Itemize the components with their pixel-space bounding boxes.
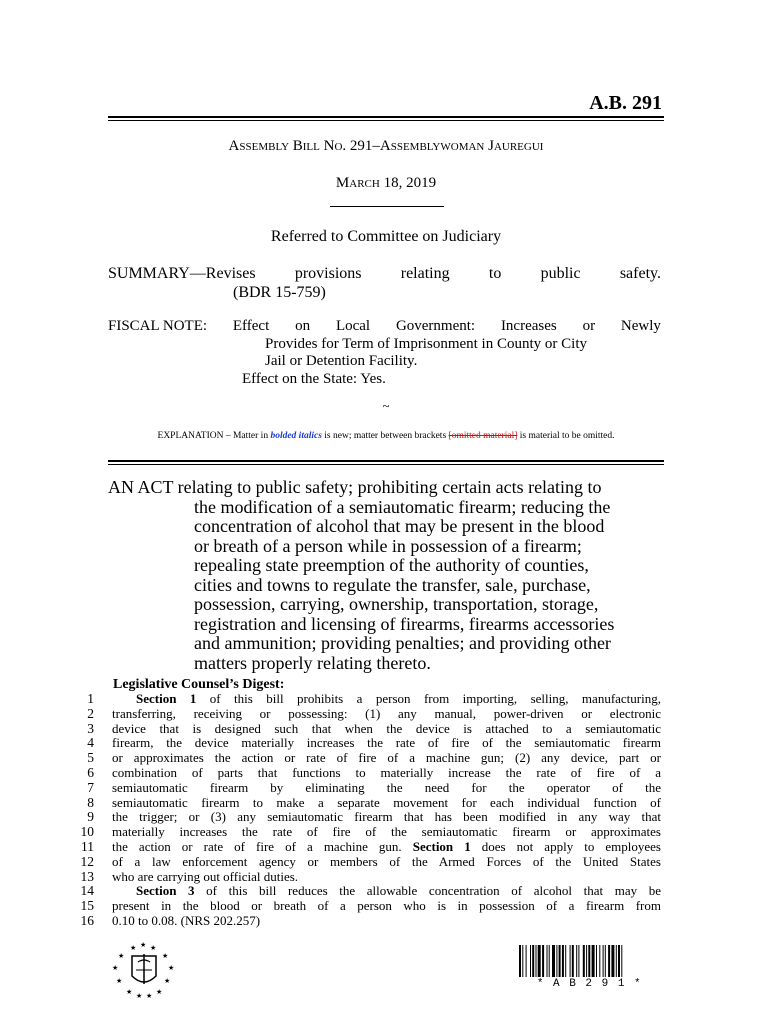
line-number: 14	[80, 883, 94, 899]
digest-text: semiautomatic firearm to make a separate movement for each individual function of	[112, 795, 661, 810]
digest-line	[112, 810, 661, 825]
line-number: 12	[80, 853, 94, 869]
digest-line	[112, 914, 661, 929]
barcode-bar	[599, 945, 600, 977]
barcode-bar	[549, 945, 550, 977]
line-number: 16	[80, 912, 94, 928]
digest-line	[112, 855, 661, 870]
line-number: 1	[87, 691, 94, 706]
act-title	[108, 478, 661, 673]
digest-line	[112, 781, 661, 796]
barcode-bar	[532, 945, 534, 977]
line-number: 9	[87, 809, 94, 825]
fiscal-note-word: Increases	[500, 318, 557, 334]
barcode-bar	[618, 945, 620, 977]
digest-body	[112, 692, 661, 929]
explanation-middle: is new; matter between brackets	[321, 431, 449, 441]
barcode-bar	[530, 945, 531, 977]
barcode-bar	[586, 945, 587, 977]
line-number: 10	[80, 824, 94, 840]
digest-line	[112, 722, 661, 737]
digest-text: the trigger; or (3) any semiautomatic firearm that has been modified in any way that	[112, 810, 661, 825]
summary-word: public	[540, 265, 581, 282]
bill-number: A.B. 291	[589, 92, 662, 114]
act-line: and ammunition; providing penalties; and providing other	[194, 633, 611, 653]
barcode-bar	[522, 945, 523, 977]
digest-line	[112, 840, 661, 855]
digest-line	[112, 736, 661, 751]
digest-text: combination of parts that functions to materially increase the rate of fire of a	[112, 765, 661, 780]
svg-text:★: ★	[156, 988, 163, 996]
state-seal-icon	[108, 940, 180, 1000]
section-separator: ~	[382, 398, 390, 413]
act-line: repealing state preemption of the authority of counties,	[194, 555, 589, 575]
fiscal-note-word: or	[582, 318, 596, 334]
fiscal-note-word: Government:	[395, 318, 476, 334]
barcode-bar	[572, 945, 574, 977]
line-number: 3	[87, 720, 94, 736]
act-line: registration and licensing of firearms, firearms accessories	[194, 613, 615, 634]
svg-text:★: ★	[116, 977, 123, 985]
digest-text: present in the blood or breath of a person who is in possession of a firearm from	[112, 899, 661, 914]
digest-line	[112, 825, 661, 840]
date-rule	[330, 206, 444, 207]
digest-line	[112, 692, 661, 707]
digest-section-ref: Section 1	[136, 692, 197, 706]
fiscal-note-word: Local	[335, 318, 371, 334]
barcode-bar	[592, 945, 595, 977]
digest-text: of a law enforcement agency or members of the Armed Forces of the United States	[112, 854, 661, 869]
fiscal-note-line-4: Effect on the State: Yes.	[242, 370, 386, 387]
digest-text: firearm, the device materially increases the rate of fire of the semiautomatic firearm	[112, 736, 661, 751]
fiscal-note-word: Newly	[620, 318, 661, 334]
fiscal-note-line-3: Jail or Detention Facility.	[265, 353, 418, 369]
barcode-bar	[576, 945, 577, 977]
barcode-bar	[611, 945, 614, 977]
digest-line	[112, 707, 661, 722]
explanation-new-material: bolded italics	[270, 431, 322, 441]
explanation	[108, 431, 664, 441]
act-rule	[108, 460, 664, 465]
digest-text: or approximates the action or rate of fire of a machine gun; (2) any device, part or	[112, 751, 661, 766]
header-rule	[108, 116, 664, 121]
digest-line	[112, 751, 661, 766]
svg-text:★: ★	[162, 952, 169, 960]
explanation-omitted-material: [omitted material]	[448, 431, 518, 441]
barcode-bar	[616, 945, 617, 977]
barcode-text: * A B 2 9 1 *	[536, 978, 643, 990]
svg-text:★: ★	[168, 964, 175, 972]
barcode-bar	[565, 945, 566, 977]
barcode-bar	[562, 945, 564, 977]
line-number: 13	[80, 868, 94, 884]
act-line: the modification of a semiautomatic firearm; reducing the	[194, 496, 611, 517]
digest-text: who are carrying out official duties.	[112, 869, 299, 884]
line-number: 2	[87, 705, 94, 721]
fiscal-note-word: FISCAL NOTE:	[108, 318, 208, 334]
barcode	[519, 945, 660, 981]
fiscal-note	[108, 318, 661, 388]
barcode-bar	[552, 945, 555, 977]
digest-section-ref: Section 1	[412, 839, 471, 854]
digest-line	[112, 766, 661, 781]
line-number: 15	[80, 898, 94, 914]
summary-line-1	[108, 264, 661, 283]
explanation-suffix: is material to be omitted.	[517, 431, 615, 441]
digest-text: device that is designed such that when the device is attached to a semiautomatic	[112, 721, 661, 736]
bill-date: March 18, 2019	[335, 175, 437, 191]
svg-text:★: ★	[126, 988, 133, 996]
barcode-bar	[559, 945, 561, 977]
line-number: 6	[87, 764, 94, 780]
digest-text: of this bill reduces the allowable concentration of alcohol that may be	[194, 884, 661, 899]
svg-text:★: ★	[112, 964, 119, 972]
digest-section-ref: Section 3	[136, 884, 195, 899]
fiscal-note-line-2: Provides for Term of Imprisonment in County or City	[265, 335, 587, 352]
summary-word: provisions	[294, 265, 362, 282]
digest-text: 0.10 to 0.08. (NRS 202.257)	[112, 913, 261, 928]
barcode-bar	[578, 945, 579, 977]
act-line-first: AN ACT relating to public safety; prohibiting certain acts relating to	[108, 477, 602, 497]
digest-text: transferring, receiving or possessing: (1) any manual, power-driven or electronic	[112, 706, 661, 721]
summary-word: to	[488, 265, 502, 282]
summary	[108, 264, 661, 302]
digest-line	[112, 884, 661, 899]
digest-text: the action or rate of fire of a machine gun.	[112, 839, 413, 854]
svg-text:★: ★	[146, 992, 153, 1000]
act-line: concentration of alcohol that may be present in the blood	[194, 516, 605, 536]
barcode-bar	[583, 945, 585, 977]
line-number: 11	[81, 838, 94, 854]
svg-text:★: ★	[136, 992, 143, 1000]
line-number: 8	[87, 794, 94, 810]
svg-text:★: ★	[150, 944, 157, 952]
summary-word: SUMMARY—Revises	[108, 265, 256, 282]
barcode-bar	[536, 945, 537, 977]
barcode-bar	[547, 945, 548, 977]
barcode-bar	[556, 945, 557, 977]
summary-word: relating	[400, 265, 450, 282]
svg-text:★: ★	[164, 977, 171, 985]
line-number: 5	[87, 750, 94, 766]
svg-text:★: ★	[118, 952, 125, 960]
line-number: 7	[87, 779, 94, 795]
svg-text:★: ★	[140, 941, 147, 949]
line-numbers	[68, 692, 94, 929]
barcode-bar	[588, 945, 590, 977]
digest-text: semiautomatic firearm by eliminating the need for the operator of the	[112, 780, 661, 795]
barcode-bar	[621, 945, 622, 977]
barcode-bar	[519, 945, 521, 977]
explanation-prefix: EXPLANATION – Matter in	[157, 431, 271, 441]
barcode-bar	[603, 945, 604, 977]
barcode-bar	[526, 945, 527, 977]
act-line: matters properly relating thereto.	[194, 652, 431, 673]
digest-heading: Legislative Counsel’s Digest:	[113, 677, 285, 692]
barcode-bar	[608, 945, 610, 977]
act-line: possession, carrying, ownership, transportation, storage,	[194, 594, 599, 614]
fiscal-note-word: Effect	[232, 318, 270, 334]
act-line: or breath of a person while in possession of a firearm;	[194, 535, 582, 556]
digest-text: does not apply to employees	[470, 839, 661, 854]
barcode-bar	[605, 945, 606, 977]
committee-referral: Referred to Committee on Judiciary	[270, 228, 502, 245]
barcode-bar	[542, 945, 544, 977]
digest-line	[112, 796, 661, 811]
fiscal-note-line-1	[108, 318, 661, 336]
summary-line-2: (BDR 15-759)	[233, 284, 326, 301]
barcode-bar	[570, 945, 571, 977]
digest-text: of this bill prohibits a person from importing, selling, manufacturing,	[196, 692, 661, 706]
barcode-bar	[538, 945, 541, 977]
line-number: 4	[87, 735, 94, 751]
summary-word: safety.	[619, 265, 661, 282]
barcode-bar	[596, 945, 597, 977]
digest-line	[112, 899, 661, 914]
digest-text: materially increases the rate of fire of the semiautomatic firearm or approximates	[112, 825, 661, 840]
svg-text:★: ★	[130, 944, 137, 952]
digest-line	[112, 870, 661, 885]
act-line: cities and towns to regulate the transfer, sale, purchase,	[194, 574, 591, 595]
fiscal-note-word: on	[295, 318, 311, 334]
bill-title: Assembly Bill No. 291–Assemblywoman Jauregui	[228, 138, 544, 154]
